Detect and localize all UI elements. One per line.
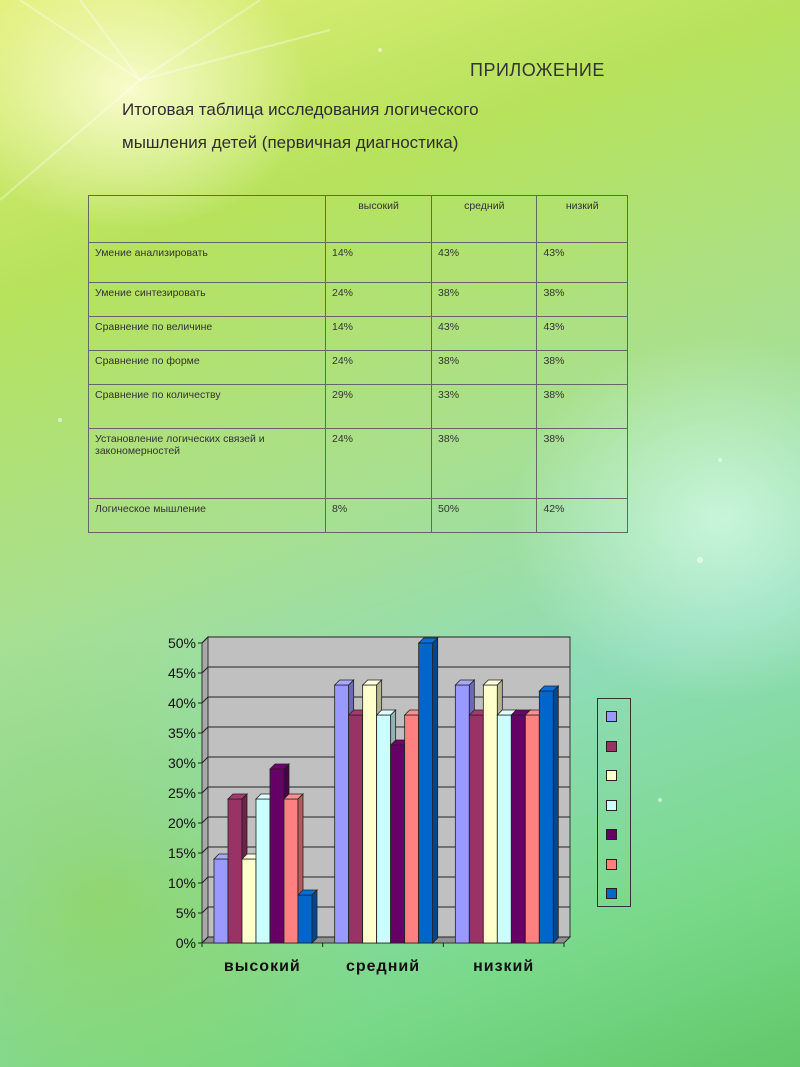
table-row [89, 351, 628, 385]
bar-side [553, 686, 558, 943]
y-tick-label: 25% [167, 785, 196, 801]
y-tick-label: 10% [167, 875, 196, 891]
bar [455, 685, 469, 943]
table-cell: 38% [432, 283, 537, 317]
table-row [89, 385, 628, 429]
results-table [88, 195, 628, 533]
table-cell: 38% [537, 385, 628, 429]
bar [469, 715, 483, 943]
table-cell: 14% [326, 317, 432, 351]
y-tick-label: 40% [167, 695, 196, 711]
bar [242, 859, 256, 943]
title-line-1: Итоговая таблица исследования логического [122, 100, 479, 119]
y-tick-label: 15% [167, 845, 196, 861]
bar-chart [150, 625, 640, 975]
x-category-label: низкий [473, 958, 535, 975]
bar [539, 691, 553, 943]
bar [298, 895, 312, 943]
legend-swatch [606, 800, 617, 811]
bar [214, 859, 228, 943]
row-label: Сравнение по количеству [89, 385, 326, 429]
bar [256, 799, 270, 943]
table-cell: 29% [326, 385, 432, 429]
y-tick-label: 5% [175, 905, 196, 921]
row-label: Логическое мышление [89, 499, 326, 533]
y-tick-label: 45% [167, 665, 196, 681]
row-label: Умение анализировать [89, 243, 326, 283]
table-row [89, 429, 628, 499]
table-cell: 38% [432, 351, 537, 385]
bar [391, 745, 405, 943]
chart-legend [597, 698, 631, 907]
table-cell: 38% [537, 351, 628, 385]
table-cell: 38% [432, 429, 537, 499]
legend-swatch [606, 888, 617, 899]
title-line-2: мышления детей (первичная диагностика) [122, 133, 459, 152]
row-label: Установление логических связей и закономерностей [89, 429, 326, 499]
bar [419, 643, 433, 943]
bar [497, 715, 511, 943]
table-row [89, 317, 628, 351]
column-header [89, 196, 326, 243]
y-tick-label: 30% [167, 755, 196, 771]
table-cell: 43% [537, 243, 628, 283]
table-cell: 42% [537, 499, 628, 533]
table-cell: 24% [326, 351, 432, 385]
table-cell: 24% [326, 283, 432, 317]
bar [511, 715, 525, 943]
y-tick-label: 0% [175, 935, 196, 951]
row-label: Сравнение по форме [89, 351, 326, 385]
bar [483, 685, 497, 943]
table-header-row [89, 196, 628, 243]
bar [363, 685, 377, 943]
row-label: Сравнение по величине [89, 317, 326, 351]
bar-side [312, 890, 317, 943]
table-cell: 43% [432, 243, 537, 283]
legend-swatch [606, 741, 617, 752]
y-tick-label: 50% [167, 635, 196, 651]
bar [228, 799, 242, 943]
bar [377, 715, 391, 943]
legend-swatch [606, 770, 617, 781]
page-title [122, 93, 592, 159]
table-cell: 24% [326, 429, 432, 499]
appendix-label: ПРИЛОЖЕНИЕ [470, 60, 605, 80]
y-tick-label: 20% [167, 815, 196, 831]
column-header: средний [432, 196, 537, 243]
bar-side [433, 638, 438, 943]
bar [525, 715, 539, 943]
table-cell: 38% [537, 283, 628, 317]
table-cell: 8% [326, 499, 432, 533]
table-cell: 14% [326, 243, 432, 283]
bar [349, 715, 363, 943]
bar [284, 799, 298, 943]
legend-swatch [606, 829, 617, 840]
legend-swatch [606, 711, 617, 722]
table-row [89, 243, 628, 283]
table-cell: 38% [537, 429, 628, 499]
column-header: низкий [537, 196, 628, 243]
x-category-label: средний [345, 958, 421, 975]
table-cell: 33% [432, 385, 537, 429]
table-cell: 43% [537, 317, 628, 351]
column-header: высокий [326, 196, 432, 243]
table-cell: 50% [432, 499, 537, 533]
x-category-label: высокий [223, 958, 301, 975]
bar [405, 715, 419, 943]
bar [335, 685, 349, 943]
legend-swatch [606, 859, 617, 870]
table-cell: 43% [432, 317, 537, 351]
row-label: Умение синтезировать [89, 283, 326, 317]
bar [270, 769, 284, 943]
y-tick-label: 35% [167, 725, 196, 741]
table-row [89, 283, 628, 317]
table-row [89, 499, 628, 533]
